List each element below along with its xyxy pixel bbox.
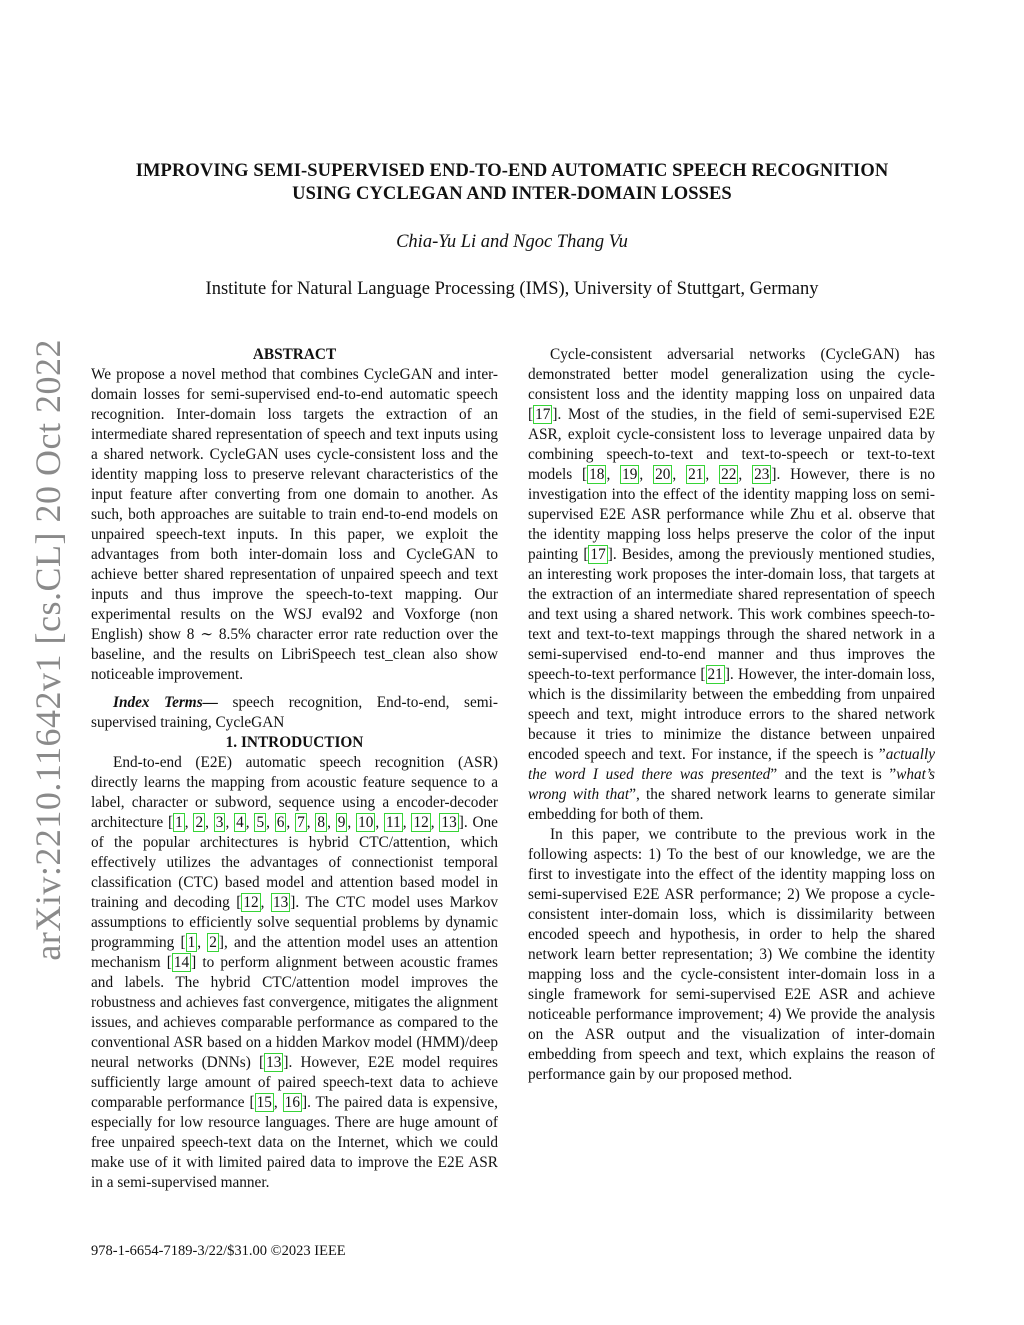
arxiv-identifier [18, 339, 78, 961]
paper-title [100, 160, 924, 206]
intro-paragraph-2: Cycle-consistent adversarial networks (CycleGAN) has demonstrated better model generalization using the cycle-consistent loss and the identity mapping loss on unpaired data [ 17 ]. Most of the studies, in the field of semi-supervised E2E ASR, exploit cycle-consistent loss to leverage unpaired data by combining speech-to-text and text-to-speech or text-to-text models [ 18 , 19 , 20 , 21 , 22 , 23 ]. However, there is no investigation into the effect of the identity mapping loss on semi-supervised E2E ASR performance while Zhu et al. observe that the identity mapping loss helps preserve the color of the input painting [ 17 ]. Besides, among the previously mentioned studies, an interesting work proposes the inter-domain loss, that targets at the extraction of an intermediate shared representation of speech and text using a shared network. This work combines speech-to-text and text-to-text mappings through the shared network in a semi-supervised end-to-end manner and thus improves the speech-to-text performance [ 21 ]. However, the inter-domain loss, which is the dissimilarity between the embedding from unpaired speech and text, might introduce errors to the shared network because it tries to minimize the distance between unpaired encoded speech and text. For instance, if the speech is ”actually the word I used there was presented” and the text is ”what’s wrong with that”, the shared network learns to generate similar embedding for both of them. [528, 346, 936, 823]
citation-link[interactable]: 1 [187, 934, 196, 951]
right-column [528, 345, 935, 1085]
title-line-2: USING CYCLEGAN AND INTER-DOMAIN LOSSES [292, 184, 732, 204]
intro-paragraph-3: In this paper, we contribute to the previous work in the following aspects: 1) To the best of our knowledge, we are the first to investigate into the effect of the identity mapping loss on semi-supervised E2E ASR performance; 2) We propose a cycle-consistent inter-domain loss, which is dissimilarity between encoded speech and hypothesis, in order to help the shared network learn better representation; 3) We combine the identity mapping loss and the cycle-consistent inter-domain loss in a single framework for semi-supervised E2E ASR and achieve noticeable performance improvement; 4) We provide the analysis on the ASR output and the visualization of inter-domain embedding from speech and text, which explains the reason of performance gain by our proposed method. [528, 826, 935, 1083]
affiliation: Institute for Natural Language Processing (IMS), University of Stuttgart, Germany [205, 279, 819, 299]
citation-link[interactable]: 14 [173, 954, 190, 971]
index-terms-label: Index Terms— [113, 694, 218, 711]
citation-link[interactable]: 6 [276, 814, 285, 831]
citation-link[interactable]: 2 [209, 934, 217, 951]
citation-link[interactable]: 3 [215, 814, 224, 831]
citation-link[interactable]: 4 [236, 814, 244, 831]
citation-link[interactable]: 15 [256, 1094, 272, 1111]
citation-link[interactable]: 23 [754, 466, 770, 483]
citation-link[interactable]: 17 [535, 406, 551, 423]
example-speech-quote: actually the word I used there was presented [528, 746, 935, 783]
abstract-body: We propose a novel method that combines CycleGAN and inter-domain losses for semi-supervised end-to-end automatic speech recognition. Inter-domain loss targets the extraction of an intermediate shared representation of speech and text inputs using a shared network. CycleGAN uses cycle-consistent loss and the identity mapping loss to preserve relevant characteristics of the input feature after converting from one domain to another. As such, both approaches are suitable to train end-to-end models on unpaired speech-text inputs. In this paper, we exploit the advantages from both inter-domain loss and CycleGAN to achieve better shared representation of unpaired speech and text inputs and thus improve the speech-to-text mapping. Our experimental results on the WSJ eval92 and Voxforge (non English) show 8 ∼ 8.5% character error rate reduction over the baseline, and the results on LibriSpeech test_clean also show noticeable improvement. [91, 366, 498, 683]
index-terms [91, 693, 498, 733]
citation-link[interactable]: 12 [413, 814, 429, 831]
left-column [91, 345, 498, 1193]
citation-link[interactable]: 12 [243, 894, 259, 911]
citation-link[interactable]: 10 [358, 814, 374, 831]
citation-link[interactable]: 20 [655, 466, 671, 483]
index-terms-text: speech recognition, End-to-end, semi-supervised training, CycleGAN [91, 694, 499, 731]
abstract-heading: ABSTRACT [252, 346, 337, 363]
citation-link[interactable]: 22 [721, 466, 737, 483]
citation-link[interactable]: 7 [297, 814, 305, 831]
citation-link[interactable]: 18 [589, 466, 605, 483]
citation-link[interactable]: 21 [707, 666, 723, 683]
title-line-1: IMPROVING SEMI-SUPERVISED END-TO-END AUTOMATIC SPEECH RECOGNITION [135, 161, 889, 181]
citation-link[interactable]: 13 [441, 814, 457, 831]
introduction-heading: 1. INTRODUCTION [225, 734, 364, 751]
citation-link[interactable]: 13 [273, 894, 289, 911]
example-text-quote: what’s wrong with that [528, 766, 935, 803]
citation-link[interactable]: 21 [688, 466, 704, 483]
citation-link[interactable]: 17 [590, 546, 606, 563]
copyright-footer: 978-1-6654-7189-3/22/$31.00 ©2023 IEEE [91, 1243, 346, 1259]
citation-link[interactable]: 1 [175, 814, 183, 831]
authors: Chia-Yu Li and Ngoc Thang Vu [396, 232, 628, 252]
arxiv-identifier-text: arXiv:2210.11642v1 [cs.CL] 20 Oct 2022 [28, 339, 68, 961]
citation-link[interactable]: 13 [266, 1054, 282, 1071]
citation-link[interactable]: 8 [317, 814, 326, 831]
citation-link[interactable]: 5 [256, 814, 265, 831]
citation-link[interactable]: 9 [337, 814, 346, 831]
intro-paragraph-1: End-to-end (E2E) automatic speech recognition (ASR) directly learns the mapping from acoustic feature sequence to a label, character or subword, sequence using a encoder-decoder architecture [ 1 , 2 , 3 , 4 , 5 , 6 , 7 , 8 , 9 , 10 , 11 , 12 , 13 ]. One of the popular architectures is hybrid CTC/attention, which effectively utilizes the advantages of connectionist temporal classification (CTC) based model and attention based model in training and decoding [ 12 , 13 ]. The CTC model uses Markov assumptions to efficiently solve sequential problems by dynamic programming [ 1 , 2 ], and the attention model uses an attention mechanism [ 14 ] to perform alignment between acoustic frames and labels. The hybrid CTC/attention model improves the robustness and achieves fast convergence, mitigates the alignment issues, and achieves comparable performance as compared to the conventional ASR based on a hidden Markov model (HMM)/deep neural networks (DNNs) [ 13 ]. However, E2E model requires sufficiently large amount of paired speech-text data to achieve comparable performance [ 15 , 16 ]. The paired data is expensive, especially for low resource languages. There are huge amount of free unpaired speech-text data on the Internet, which we could make use of it with limited paired data to improve the E2E ASR in a semi-supervised manner. [91, 754, 499, 1191]
citation-link[interactable]: 19 [622, 466, 638, 483]
citation-link[interactable]: 2 [195, 814, 204, 831]
citation-link[interactable]: 16 [284, 1094, 300, 1111]
citation-link[interactable]: 11 [386, 814, 401, 831]
